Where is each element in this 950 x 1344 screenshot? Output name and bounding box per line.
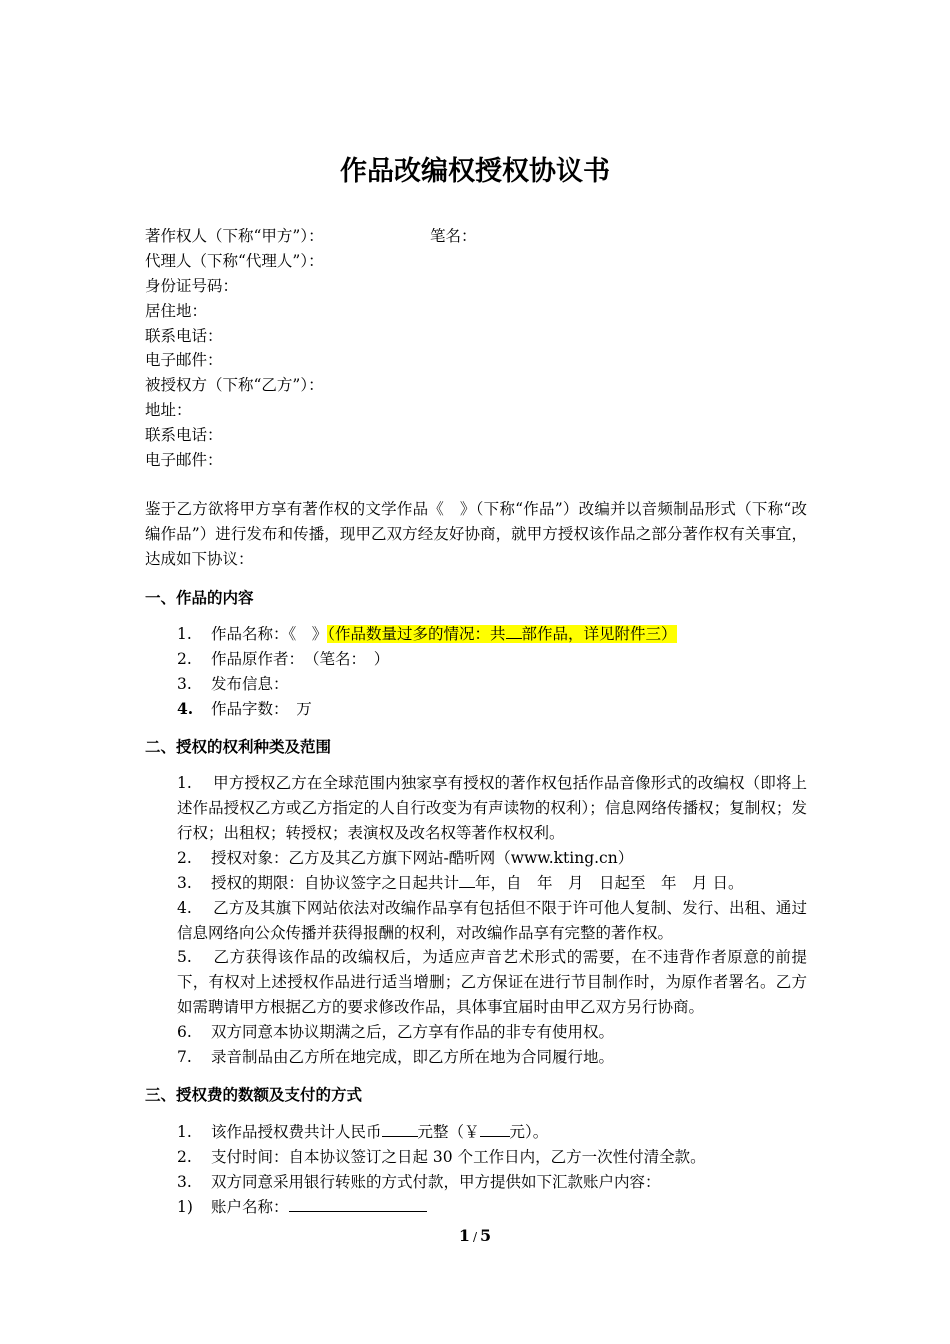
highlight-text-post: 部作品，详见附件三） — [521, 625, 677, 643]
section3-heading: 三、授权费的数额及支付的方式 — [145, 1086, 363, 1104]
section2-item-3 — [177, 871, 743, 895]
email2-line: 电子邮件： — [145, 451, 223, 469]
residence-line: 居住地： — [145, 302, 208, 320]
item-text: 乙方及其旗下网站依法对改编作品享有包括但不限于许可他人复制、发行、出租、通过信息网络向公众传播并获得报酬的权利，对改编作品享有完整的著作权。 — [177, 899, 807, 942]
section1-item-3 — [177, 672, 289, 696]
id-number-line: 身份证号码： — [145, 277, 239, 295]
item-text: 发布信息： — [211, 675, 289, 693]
item-text-pre: 授权的期限：自协议签字之日起共计 — [211, 874, 460, 892]
email-line: 电子邮件： — [145, 351, 223, 369]
pen-name-label: 笔名： — [430, 227, 477, 245]
total-pages: 5 — [480, 1226, 492, 1245]
item-text: 作品原作者： （笔名： ） — [211, 650, 390, 668]
copyright-owner-line: 著作权人（下称“甲方”）： — [145, 227, 324, 245]
item-number: 1) — [177, 1198, 193, 1216]
licensee-line: 被授权方（下称“乙方”）： — [145, 376, 324, 394]
blank-underline — [506, 623, 522, 639]
phone2-line: 联系电话： — [145, 426, 223, 444]
item-text: 双方同意采用银行转账的方式付款，甲方提供如下汇款账户内容： — [211, 1173, 661, 1191]
page-separator: / — [472, 1230, 478, 1244]
address-line: 地址： — [145, 401, 192, 419]
phone-line: 联系电话： — [145, 327, 223, 345]
item-number: 6. — [177, 1023, 192, 1041]
agent-line: 代理人（下称“代理人”）： — [145, 252, 324, 270]
item-number: 7. — [177, 1048, 192, 1066]
blank-underline — [382, 1121, 418, 1137]
blank-underline — [289, 1196, 427, 1212]
item-text: 账户名称： — [211, 1198, 289, 1216]
current-page: 1 — [458, 1226, 470, 1245]
item-number: 1. — [177, 1123, 192, 1141]
item-number: 2. — [177, 849, 192, 867]
item-number: 4. — [177, 899, 192, 917]
item-text: 录音制品由乙方所在地完成，即乙方所在地为合同履行地。 — [211, 1048, 615, 1066]
section2-item-5 — [177, 945, 807, 1020]
page-number — [0, 1226, 950, 1245]
section1-item-4 — [177, 697, 312, 721]
item-number: 4. — [177, 699, 194, 718]
section2-item-4 — [177, 896, 807, 946]
section3-subitem-1 — [177, 1195, 427, 1219]
item-text-post: 元）。 — [509, 1123, 549, 1141]
item-text-mid: 元整（￥ — [417, 1123, 480, 1141]
item-number: 3. — [177, 874, 192, 892]
document-title: 作品改编权授权协议书 — [340, 156, 610, 187]
section3-item-2 — [177, 1145, 706, 1169]
item-text: 支付时间：自本协议签订之日起 30 个工作日内，乙方一次性付清全款。 — [211, 1148, 706, 1166]
section2-heading: 二、授权的权利种类及范围 — [145, 738, 332, 756]
highlighted-note — [327, 625, 676, 643]
highlight-text-pre: （作品数量过多的情况：共 — [327, 625, 506, 643]
item-text: 作品名称：《 》 — [211, 625, 328, 643]
section2-item-2 — [177, 846, 633, 870]
item-text: 双方同意本协议期满之后，乙方享有作品的非专有使用权。 — [211, 1023, 615, 1041]
item-text: 乙方获得该作品的改编权后，为适应声音艺术形式的需要，在不违背作者原意的前提下，有权对上述授权作品进行适当增删；乙方保证在进行节目制作时，为原作者署名。乙方如需聘请甲方根据乙方的要求修改作品，具体事宜届时由甲乙双方另行协商。 — [177, 948, 807, 1016]
item-number: 3. — [177, 675, 192, 693]
item-text: 授权对象：乙方及其乙方旗下网站-酷听网（www.kting.cn） — [211, 849, 634, 867]
item-number: 2. — [177, 1148, 192, 1166]
item-text-post: 年，自 年 月 日起至 年 月 日。 — [475, 874, 744, 892]
item-text-pre: 该作品授权费共计人民币 — [211, 1123, 382, 1141]
section2-item-7 — [177, 1045, 614, 1069]
item-text: 作品字数： 万 — [211, 700, 312, 718]
section3-item-1 — [177, 1120, 548, 1144]
section3-item-3 — [177, 1170, 661, 1194]
item-number: 3. — [177, 1173, 192, 1191]
item-text: 甲方授权乙方在全球范围内独家享有授权的著作权包括作品音像形式的改编权（即将上述作品授权乙方或乙方指定的人自行改变为有声读物的权利）；信息网络传播权；复制权；发行权；出租权；转授权；表演权及改名权等著作权权利。 — [177, 774, 807, 842]
item-number: 1. — [177, 774, 192, 792]
blank-underline — [459, 872, 475, 888]
section1-heading: 一、作品的内容 — [145, 589, 254, 607]
item-number: 2. — [177, 650, 192, 668]
section2-item-1 — [177, 771, 807, 846]
preamble-paragraph: 鉴于乙方欲将甲方享有著作权的文学作品《 》（下称“作品”）改编并以音频制品形式（下称“改编作品”）进行发布和传播，现甲乙双方经友好协商，就甲方授权该作品之部分著作权有关事宜，达成如下协议： — [145, 500, 807, 568]
section2-item-6 — [177, 1020, 614, 1044]
item-number: 1. — [177, 625, 192, 643]
blank-underline — [480, 1121, 510, 1137]
section1-item-2 — [177, 647, 389, 671]
item-number: 5. — [177, 948, 192, 966]
section1-item-1 — [177, 622, 677, 646]
